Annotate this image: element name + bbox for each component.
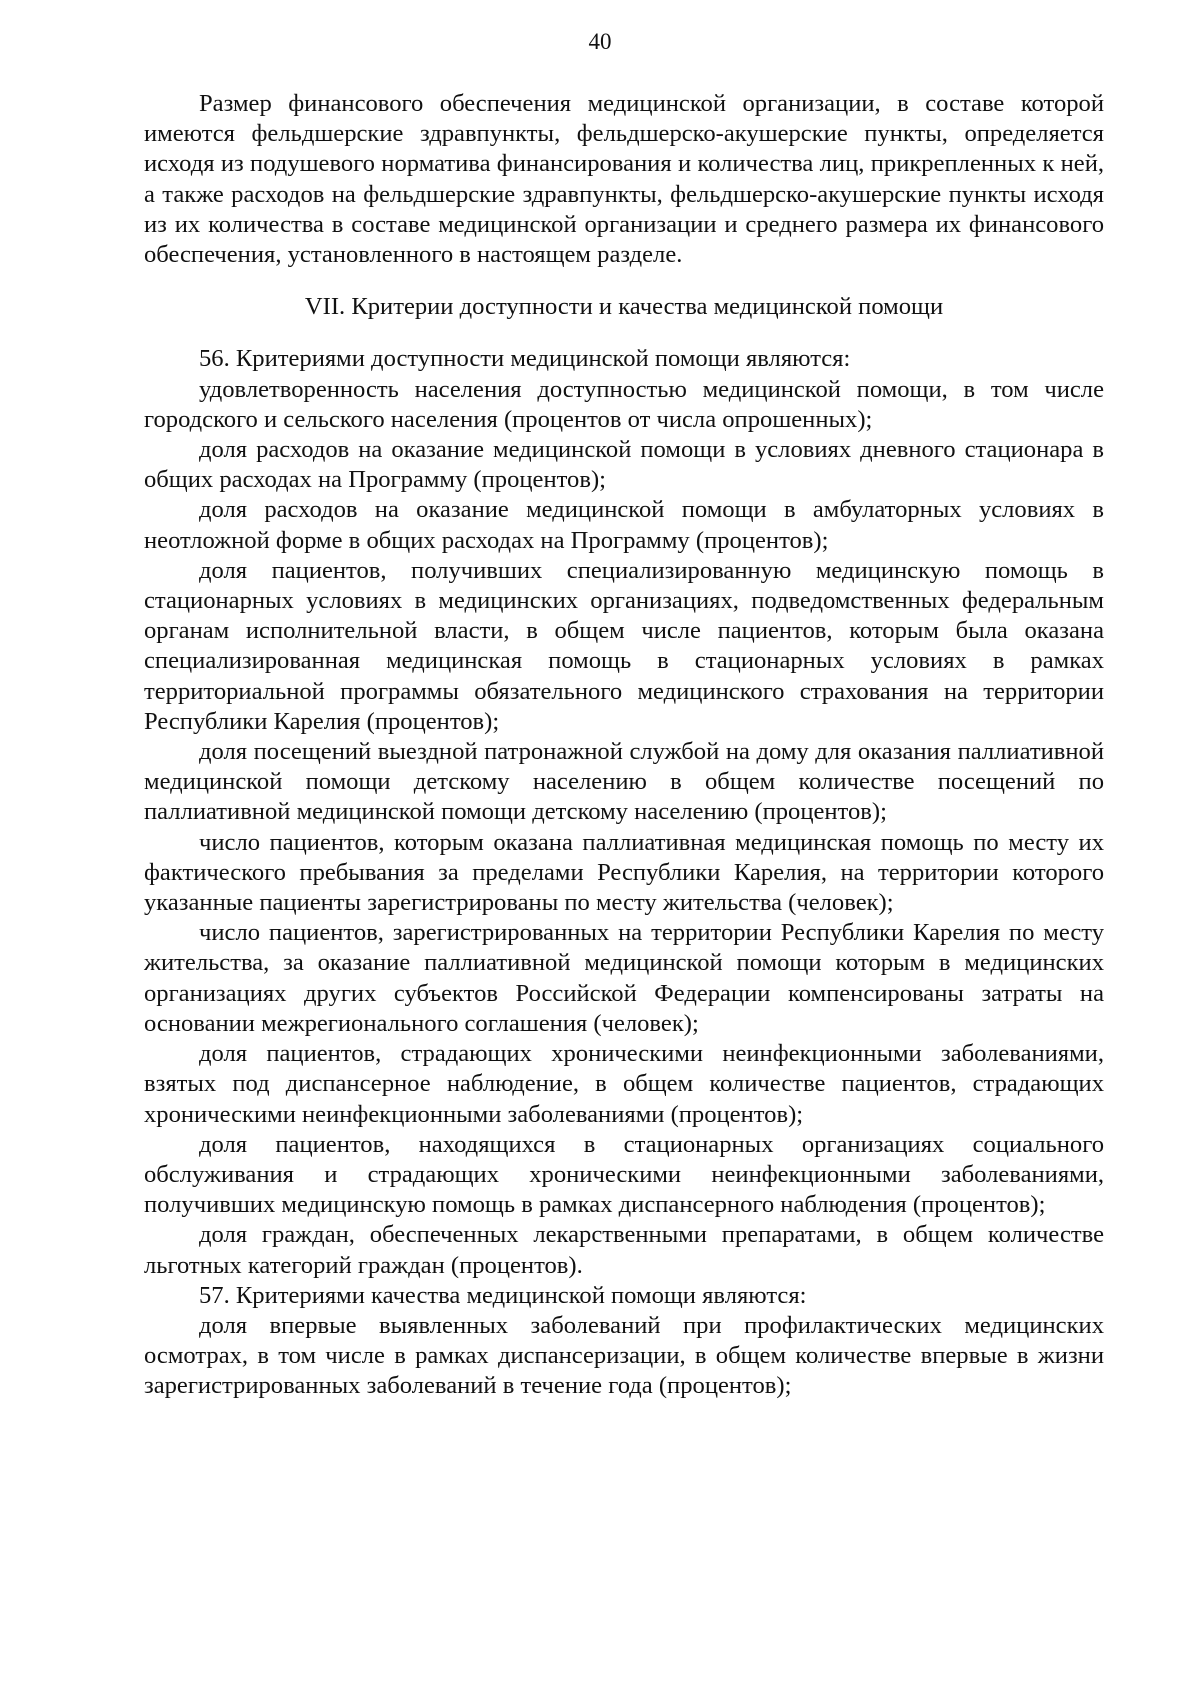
- document-body: [144, 89, 1104, 1402]
- paragraph-drug-provision: доля граждан, обеспеченных лекарственными препаратами, в общем количестве льготных категорий граждан (процентов).: [144, 1221, 1104, 1279]
- paragraph-palliative-compensated: число пациентов, зарегистрированных на территории Республики Карелия по месту жительства, за оказание паллиативной медицинской помощи которым в медицинских организациях других субъектов Российской Федерации компенсированы затраты на основании межрегионального соглашения (человек);: [144, 919, 1104, 1037]
- page-number: 40: [588, 29, 612, 54]
- paragraph-criteria-availability: 56. Критериями доступности медицинской помощи являются:: [199, 345, 851, 373]
- paragraph-federal-specialized-care: доля пациентов, получивших специализированную медицинскую помощь в стационарных условиях в медицинских организациях, подведомственных федеральным органам исполнительной власти, в общем числе пациентов, которым была оказана специализированная медицинская помощь в стационарных условиях в рамках территориальной программы обязательного медицинского страхования на территории Республики Карелия (процентов);: [144, 556, 1104, 735]
- paragraph-social-care-residents: доля пациентов, находящихся в стационарных организациях социального обслуживания и страдающих хроническими неинфекционными заболеваниями, получивших медицинскую помощь в рамках диспансерного наблюдения (процентов);: [144, 1130, 1104, 1219]
- paragraph-chronic-dispensary: доля пациентов, страдающих хроническими неинфекционными заболеваниями, взятых под диспансерное наблюдение, в общем количестве пациентов, страдающих хроническими неинфекционными заболеваниями (процентов);: [144, 1040, 1104, 1128]
- paragraph-urgent-outpatient-costs: доля расходов на оказание медицинской помощи в амбулаторных условиях в неотложной форме в общих расходах на Программу (процентов);: [144, 496, 1104, 554]
- intro-paragraph: Размер финансового обеспечения медицинской организации, в составе которой имеются фельдшерские здравпункты, фельдшерско-акушерские пункты, определяется исходя из подушевого норматива финансирования и количества лиц, прикрепленных к ней, а также расходов на фельдшерские здравпункты, фельдшерско-акушерские пункты исходя из их количества в составе медицинской организации и среднего размера их финансового обеспечения, установленного в настоящем разделе.: [144, 90, 1104, 269]
- paragraph-criteria-quality: 57. Критериями качества медицинской помощи являются:: [199, 1281, 807, 1309]
- paragraph-palliative-visits-children: доля посещений выездной патронажной службой на дому для оказания паллиативной медицинской помощи детскому населению в общем количестве посещений по паллиативной медицинской помощи детскому населению (процентов);: [144, 738, 1104, 826]
- paragraph-day-hospital-costs: доля расходов на оказание медицинской помощи в условиях дневного стационара в общих расходах на Программу (процентов);: [144, 436, 1104, 494]
- paragraph-palliative-outside-region: число пациентов, которым оказана паллиативная медицинская помощь по месту их фактического пребывания за пределами Республики Карелия, на территории которого указанные пациенты зарегистрированы по месту жительства (человек);: [144, 828, 1104, 917]
- paragraph-satisfaction: удовлетворенность населения доступностью медицинской помощи, в том числе городского и сельского населения (процентов от числа опрошенных);: [144, 375, 1104, 433]
- section-heading: VII. Критерии доступности и качества медицинской помощи: [304, 293, 944, 321]
- paragraph-first-detected-diseases: доля впервые выявленных заболеваний при профилактических медицинских осмотрах, в том числе в рамках диспансеризации, в общем количестве впервые в жизни зарегистрированных заболеваний в течение года (процентов);: [144, 1311, 1104, 1400]
